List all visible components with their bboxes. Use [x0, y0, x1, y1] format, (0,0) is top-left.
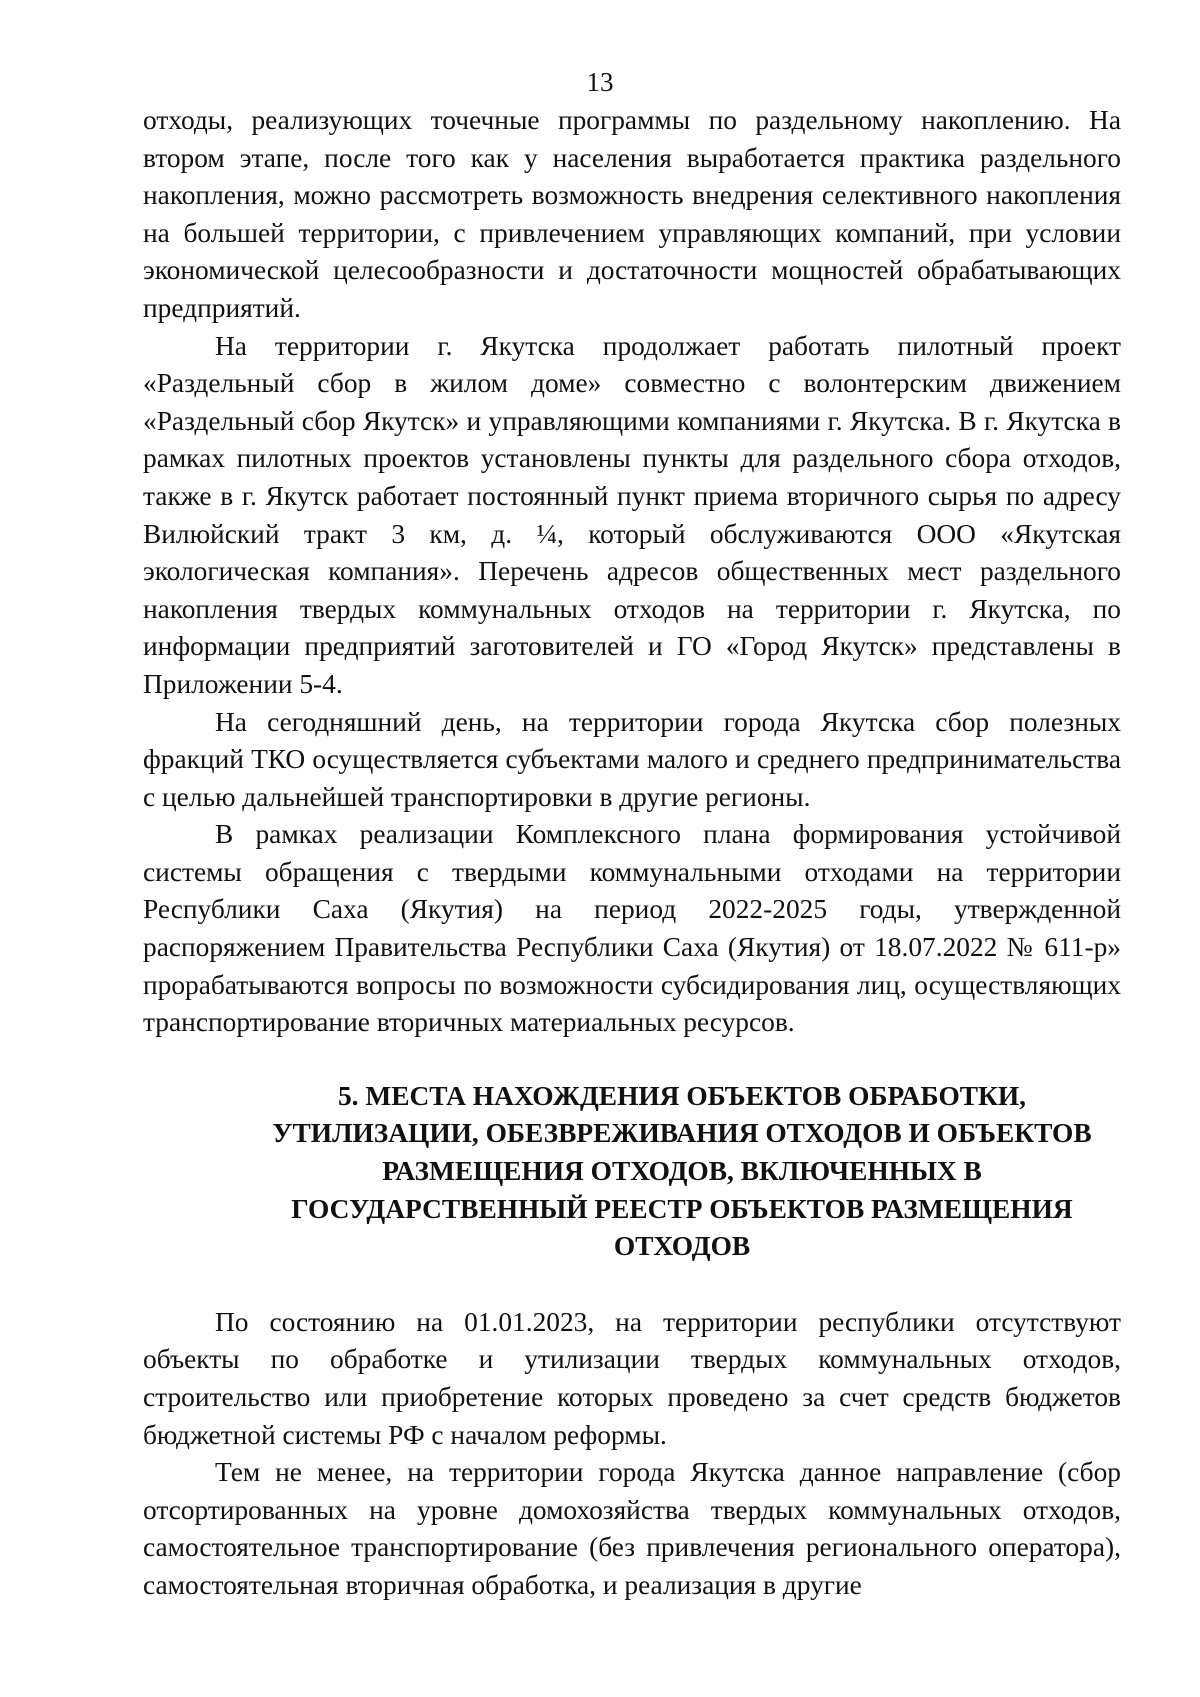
paragraph-nevertheless: Тем не менее, на территории города Якутска данное направление (сбор отсортированных на уровне домохозяйства твердых коммунальных отходов, самостоятельное транспортирование (без привлечения регионального оператора), самостоятельная вторичная обработка, и реализация в другие — [143, 1457, 1121, 1600]
paragraph-complex-plan: В рамках реализации Комплексного плана формирования устойчивой системы обращения с твердыми коммунальными отходами на территории Республики Саха (Якутия) на период 2022-2025 годы, утвержденной распоряжением Правительства Республики Саха (Якутия) от 18.07.2022 № 611-р» прорабатываются вопросы по возможности субсидирования лиц, осуществляющих транспортирование вторичных материальных ресурсов. — [143, 819, 1121, 1038]
paragraph-fraction-collection: На сегодняшний день, на территории города Якутска сбор полезных фракций ТКО осуществляется субъектами малого и среднего предпринимательства с целью дальнейшей транспортировки в другие регионы. — [143, 706, 1121, 812]
section-heading-line: УТИЛИЗАЦИИ, ОБЕЗВРЕЖИВАНИЯ ОТХОДОВ И ОБЪЕКТОВ — [272, 1118, 1092, 1149]
paragraph-continuation: отходы, реализующих точечные программы по раздельному накоплению. На втором этапе, после того как у населения выработается практика раздельного накопления, можно рассмотреть возможность внедрения селективного накопления на большей территории, с привлечением управляющих компаний, при условии экономической целесообразности и достаточности мощностей обрабатывающих предприятий. — [143, 105, 1121, 323]
section-heading-line: 5. МЕСТА НАХОЖДЕНИЯ ОБЪЕКТОВ ОБРАБОТКИ, — [337, 1080, 1027, 1111]
section-heading — [143, 1078, 1121, 1266]
paragraph-pilot-project: На территории г. Якутска продолжает работать пилотный проект «Раздельный сбор в жилом доме» совместно с волонтерским движением «Раздельный сбор Якутск» и управляющими компаниями г. Якутска. В г. Якутска в рамках пилотных проектов установлены пункты для раздельного сбора отходов, также в г. Якутск работает постоянный пункт приема вторичного сырья по адресу Вилюйский тракт 3 км, д. ¼, который обслуживаются ООО «Якутская экологическая компания». Перечень адресов общественных мест раздельного накопления твердых коммунальных отходов на территории г. Якутска, по информации предприятий заготовителей и ГО «Город Якутск» представлены в Приложении 5-4. — [143, 330, 1121, 699]
section-heading-line: ГОСУДАРСТВЕННЫЙ РЕЕСТР ОБЪЕКТОВ РАЗМЕЩЕНИЯ — [291, 1193, 1073, 1224]
section-heading-line: РАЗМЕЩЕНИЯ ОТХОДОВ, ВКЛЮЧЕННЫХ В — [382, 1156, 982, 1187]
page-number: 13 — [586, 67, 614, 97]
document-body — [143, 102, 1121, 1605]
paragraph-status-2023: По состоянию на 01.01.2023, на территории республики отсутствуют объекты по обработке и утилизации твердых коммунальных отходов, строительство или приобретение которых проведено за счет средств бюджетов бюджетной системы РФ с началом реформы. — [143, 1306, 1121, 1450]
section-heading-line: ОТХОДОВ — [613, 1231, 751, 1262]
